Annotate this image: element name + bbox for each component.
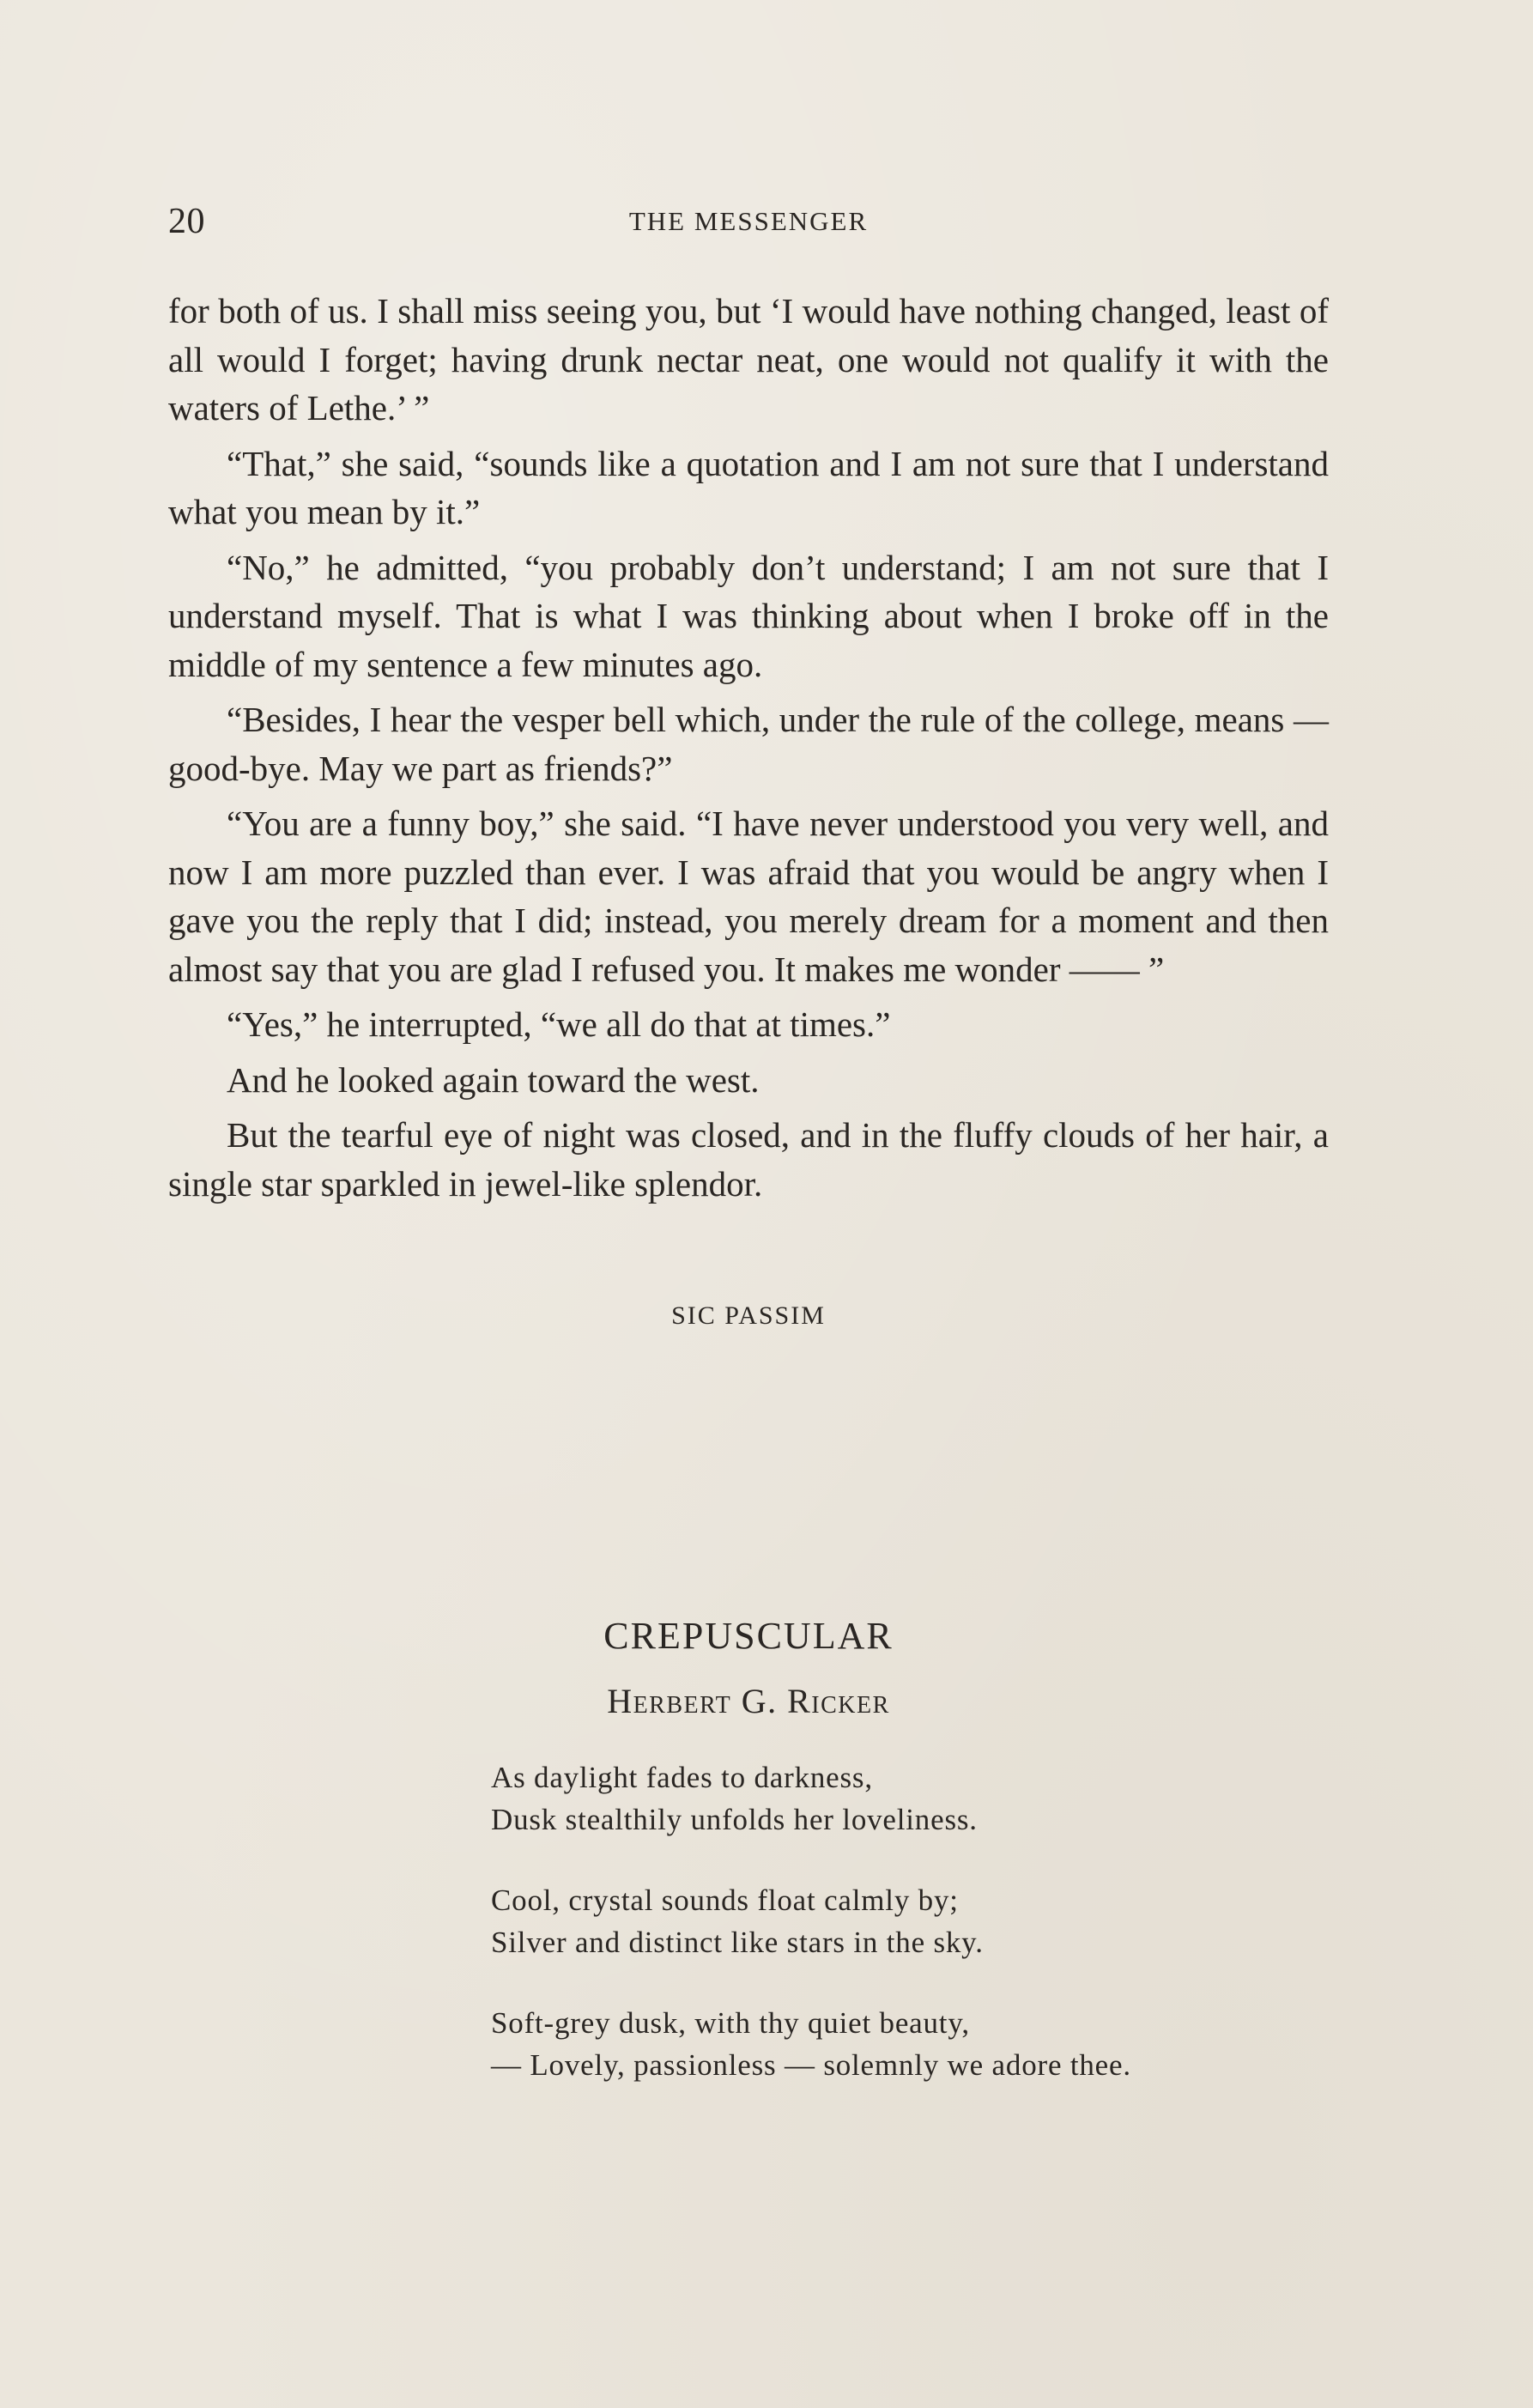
paragraph: And he looked again toward the west. [227,1059,760,1100]
story-text [168,287,1329,1215]
poem-line: Silver and distinct like stars in the sky. [491,1926,984,1959]
paragraph: “No,” he admitted, “you probably don’t understand; I am not sure that I understand myself. That is what I was thinking about when I broke off in the middle of my sentence a few minutes ago. [168,547,1329,684]
poem-stanza [491,1756,1349,1841]
paragraph: for both of us. I shall miss seeing you, but ‘I would have nothing changed, least of all would I forget; having drunk nectar neat, one would not qualify it with the waters of Lethe.’ ” [168,291,1329,428]
running-head [168,196,1329,247]
paragraph: “Besides, I hear the vesper bell which, under the rule of the college, means — good-bye. May we part as friends?” [168,700,1329,788]
paragraph: “That,” she said, “sounds like a quotation and I am not sure that I understand what you mean by it.” [168,443,1329,531]
poem-author: Herbert G. Ricker [607,1682,890,1720]
paragraph: “Yes,” he interrupted, “we all do that at times.” [227,1004,891,1044]
poem-body [491,1756,1349,2125]
paragraph: But the tearful eye of night was closed, and in the fluffy clouds of her hair, a single star sparkled in jewel-like splendor. [168,1115,1329,1204]
poem-title: CREPUSCULAR [603,1615,894,1657]
journal-title: THE MESSENGER [628,206,869,236]
poem-line: Cool, crystal sounds float calmly by; [491,1883,959,1917]
story-signature: SIC PASSIM [671,1301,826,1330]
poem-line: Dusk stealthily unfolds her loveliness. [491,1803,978,1836]
poem-stanza [491,1879,1349,1963]
poem-line: Soft-grey dusk, with thy quiet beauty, [491,2006,970,2040]
poem-line: As daylight fades to darkness, [491,1761,873,1794]
poem-stanza [491,2002,1349,2086]
paragraph: “You are a funny boy,” she said. “I have never understood you very well, and now I am more puzzled than ever. I was afraid that you would be angry when I gave you the reply that I did; instead, you merely dream for a moment and then almost say that you are glad I refused you. It makes me wonder —— ” [168,804,1329,989]
page-number: 20 [168,202,205,241]
poem-line: — Lovely, passionless — solemnly we adore thee. [491,2048,1131,2082]
